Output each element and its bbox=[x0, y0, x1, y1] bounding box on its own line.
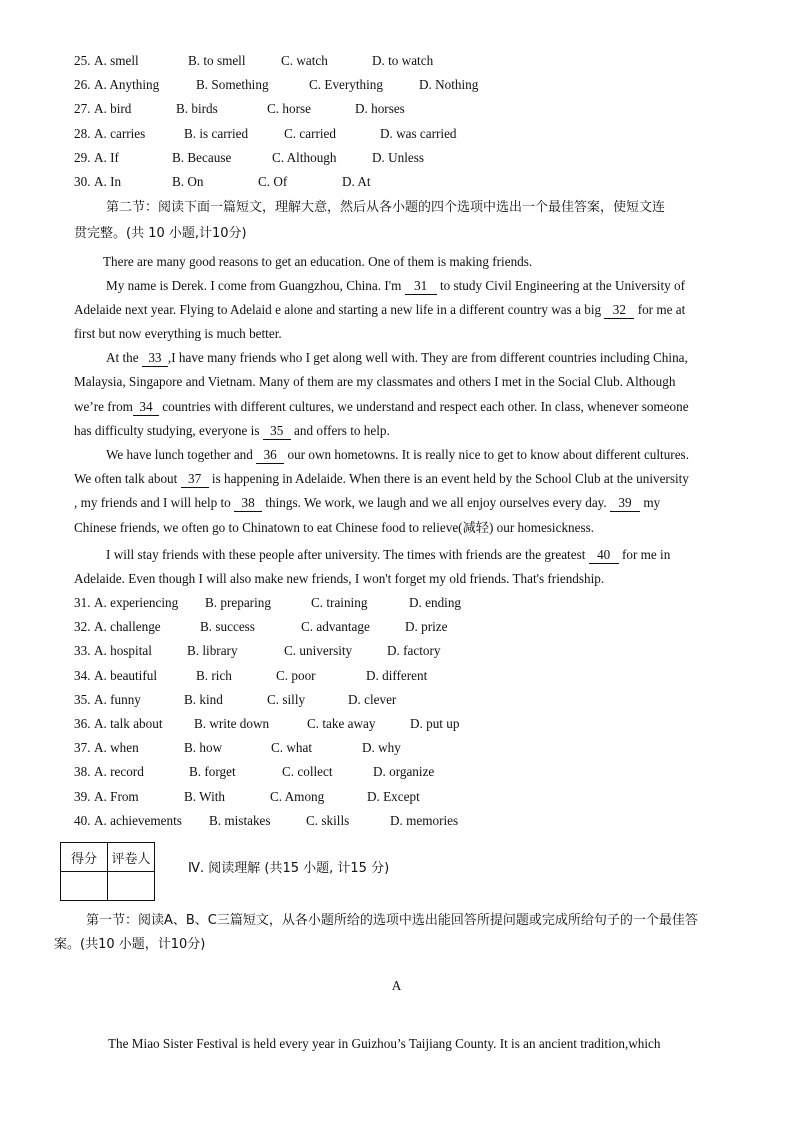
option-d[interactable]: D. memories bbox=[390, 812, 459, 828]
option-c[interactable]: C. advantage bbox=[301, 619, 370, 635]
option-a[interactable]: A. Anything bbox=[94, 77, 160, 93]
passage-text: has difficulty studying, everyone is bbox=[74, 423, 263, 438]
option-a[interactable]: A. achievements bbox=[94, 812, 182, 828]
option-d[interactable]: D. different bbox=[366, 667, 428, 683]
option-c[interactable]: C. horse bbox=[267, 101, 311, 117]
passage-line bbox=[74, 421, 390, 441]
passage-text: for me at bbox=[634, 302, 686, 317]
blank-34: 34 bbox=[133, 399, 159, 416]
question-number: 39. bbox=[74, 788, 91, 804]
option-a[interactable]: A. If bbox=[94, 149, 119, 165]
option-c[interactable]: C. watch bbox=[281, 53, 328, 68]
passage-text: is happening in Adelaide. When there is an event held by the School Club at the university bbox=[208, 471, 689, 486]
blank-36: 36 bbox=[256, 447, 284, 464]
passage-line bbox=[74, 493, 660, 513]
passage-label: A bbox=[391, 978, 402, 993]
blank-38: 38 bbox=[234, 495, 262, 512]
question-number: 27. bbox=[74, 101, 91, 117]
passage-text: We often talk about bbox=[74, 471, 181, 486]
question-number: 33. bbox=[74, 643, 91, 659]
option-a[interactable]: A. From bbox=[94, 788, 139, 804]
blank-39: 39 bbox=[610, 495, 640, 512]
passage-text: things. We work, we laugh and we all enjoy ourselves every day. bbox=[262, 495, 611, 510]
option-d[interactable]: D. clever bbox=[348, 691, 397, 707]
passage-paragraph-5 bbox=[106, 545, 670, 565]
passage-line bbox=[74, 300, 685, 320]
question-number: 29. bbox=[74, 149, 91, 165]
option-a[interactable]: A. hospital bbox=[94, 643, 152, 659]
passage-line bbox=[74, 469, 689, 489]
score-label: 得分 bbox=[61, 843, 108, 872]
option-d[interactable]: D. put up bbox=[410, 716, 460, 731]
passage-text: to study Civil Engineering at the University of bbox=[436, 278, 685, 293]
passage-line: first but now everything is much better. bbox=[74, 326, 282, 341]
section2-instruction: 第二节：阅读下面一篇短文，理解大意，然后从各小题的四个选项中选出一个最佳答案，使短文连 bbox=[106, 200, 666, 215]
option-a[interactable]: A. challenge bbox=[94, 619, 161, 635]
passage-paragraph-3 bbox=[106, 348, 688, 368]
option-b[interactable]: B. mistakes bbox=[209, 812, 271, 828]
blank-35: 35 bbox=[263, 423, 291, 440]
option-a[interactable]: A. smell bbox=[94, 53, 139, 68]
option-a[interactable]: A. funny bbox=[94, 691, 141, 707]
grader-label: 评卷人 bbox=[108, 843, 155, 872]
option-b[interactable]: B. preparing bbox=[205, 595, 271, 610]
section2-instruction-cont: 贯完整。(共 10 小题,计10分) bbox=[74, 226, 247, 241]
option-d[interactable]: D. ending bbox=[409, 595, 462, 610]
option-c[interactable]: C. silly bbox=[267, 691, 306, 707]
option-d[interactable]: D. At bbox=[342, 174, 371, 189]
passage-text: My name is Derek. I come from Guangzhou, China. I'm bbox=[106, 278, 405, 293]
passage-text: and offers to help. bbox=[290, 423, 390, 438]
option-d[interactable]: D. Nothing bbox=[419, 77, 479, 93]
passage-paragraph-1: There are many good reasons to get an education. One of them is making friends. bbox=[103, 254, 533, 269]
option-d[interactable]: D. Except bbox=[367, 788, 420, 804]
option-b[interactable]: B. Because bbox=[172, 149, 232, 165]
section4-instruction: 第一节：阅读A、B、C三篇短文，从各小题所给的选项中选出能回答所提问题或完成所给句子的一个最佳答 bbox=[86, 913, 698, 928]
question-number: 35. bbox=[74, 691, 91, 707]
question-number: 37. bbox=[74, 740, 91, 756]
option-a[interactable]: A. In bbox=[94, 174, 122, 189]
blank-37: 37 bbox=[181, 471, 209, 488]
question-number: 40. bbox=[74, 812, 91, 828]
option-c[interactable]: C. collect bbox=[282, 764, 333, 780]
passage-text: Adelaide next year. Flying to Adelaid e alone and starting a new life in a different country was a big bbox=[74, 302, 605, 317]
blank-40: 40 bbox=[589, 547, 619, 564]
passage-text: We have lunch together and bbox=[106, 447, 257, 462]
passage-paragraph-4 bbox=[106, 445, 689, 465]
option-c[interactable]: C. Everything bbox=[309, 77, 383, 93]
passage-text: At the bbox=[106, 350, 142, 365]
passage-text: for me in bbox=[618, 547, 671, 562]
option-d[interactable]: D. to watch bbox=[372, 53, 434, 68]
passage-text: my bbox=[640, 495, 661, 510]
question-number: 36. bbox=[74, 716, 91, 731]
passage-text: countries with different cultures, we understand and respect each other. In class, whenever someone bbox=[158, 399, 689, 414]
passage-paragraph-2 bbox=[106, 276, 685, 296]
option-c[interactable]: C. skills bbox=[306, 812, 350, 828]
question-number: 28. bbox=[74, 125, 91, 141]
option-b[interactable]: B. rich bbox=[196, 667, 232, 683]
option-d[interactable]: D. organize bbox=[373, 764, 435, 780]
option-b[interactable]: B. forget bbox=[189, 764, 236, 780]
blank-33: 33 bbox=[142, 350, 168, 367]
option-b[interactable]: B. birds bbox=[176, 101, 218, 117]
option-c[interactable]: C. university bbox=[284, 643, 353, 659]
blank-32: 32 bbox=[604, 302, 634, 319]
option-c[interactable]: C. Of bbox=[258, 174, 288, 189]
section4-instruction-cont: 案。(共10 小题，计10分) bbox=[54, 937, 206, 952]
passage-text: , my friends and I will help to bbox=[74, 495, 235, 510]
passage-text: our own hometowns. It is really nice to get to know about different cultures. bbox=[284, 447, 689, 462]
option-d[interactable]: D. Unless bbox=[372, 149, 425, 165]
option-d[interactable]: D. horses bbox=[355, 101, 405, 117]
option-a[interactable]: A. carries bbox=[94, 125, 146, 141]
grader-field[interactable] bbox=[108, 872, 155, 901]
section4-title: Ⅳ. 阅读理解 (共15 小题, 计15 分) bbox=[188, 861, 390, 876]
option-b[interactable]: B. kind bbox=[184, 691, 223, 707]
option-c[interactable]: C. take away bbox=[307, 716, 376, 731]
option-c[interactable]: C. Although bbox=[272, 149, 337, 165]
question-number: 34. bbox=[74, 667, 91, 683]
passage-line: Malaysia, Singapore and Vietnam. Many of them are my classmates and others I met in the Social Club. Although bbox=[74, 374, 676, 389]
option-a[interactable]: A. talk about bbox=[94, 716, 163, 731]
option-c[interactable]: C. training bbox=[311, 595, 368, 610]
passage-text: I will stay friends with these people after university. The times with friends are the greatest bbox=[106, 547, 589, 562]
option-d[interactable]: D. factory bbox=[387, 643, 441, 659]
passage-text: we’re from bbox=[74, 399, 133, 414]
score-field[interactable] bbox=[61, 872, 108, 901]
option-b[interactable]: B. to smell bbox=[188, 53, 246, 68]
question-number: 38. bbox=[74, 764, 91, 780]
option-a[interactable]: A. beautiful bbox=[94, 667, 157, 683]
score-box bbox=[60, 842, 155, 901]
option-b[interactable]: B. library bbox=[187, 643, 238, 659]
option-b[interactable]: B. write down bbox=[194, 716, 270, 731]
question-number: 26. bbox=[74, 77, 91, 93]
question-number: 25. bbox=[74, 53, 91, 68]
option-d[interactable]: D. was carried bbox=[380, 125, 457, 141]
question-number: 31. bbox=[74, 595, 91, 610]
option-c[interactable]: C. Among bbox=[270, 788, 325, 804]
passage-line: Adelaide. Even though I will also make new friends, I won't forget my old friends. That's friendship. bbox=[74, 571, 605, 586]
question-number: 32. bbox=[74, 619, 91, 635]
passage-text: ,I have many friends who I get along well with. They are from different countries including China, bbox=[167, 350, 688, 365]
option-c[interactable]: C. what bbox=[271, 740, 313, 756]
option-b[interactable]: B. success bbox=[200, 619, 255, 635]
option-c[interactable]: C. carried bbox=[284, 125, 336, 141]
option-b[interactable]: B. how bbox=[184, 740, 223, 756]
option-b[interactable]: B. On bbox=[172, 174, 204, 189]
question-number: 30. bbox=[74, 174, 91, 189]
option-b[interactable]: B. With bbox=[184, 788, 225, 804]
option-a[interactable]: A. record bbox=[94, 764, 144, 780]
passage-line bbox=[74, 397, 689, 417]
option-c[interactable]: C. poor bbox=[276, 667, 316, 683]
passage-a-start: The Miao Sister Festival is held every year in Guizhou’s Taijiang County. It is an ancient tradition,which bbox=[108, 1036, 661, 1051]
option-b[interactable]: B. Something bbox=[196, 77, 269, 93]
option-d[interactable]: D. why bbox=[362, 740, 401, 756]
option-d[interactable]: D. prize bbox=[405, 619, 448, 635]
option-a[interactable]: A. experiencing bbox=[94, 595, 179, 610]
passage-line: Chinese friends, we often go to Chinatown to eat Chinese food to relieve(减轻) our homesickness. bbox=[74, 520, 595, 535]
option-a[interactable]: A. bird bbox=[94, 101, 132, 117]
option-b[interactable]: B. is carried bbox=[184, 125, 249, 141]
option-a[interactable]: A. when bbox=[94, 740, 139, 756]
blank-31: 31 bbox=[405, 278, 437, 295]
